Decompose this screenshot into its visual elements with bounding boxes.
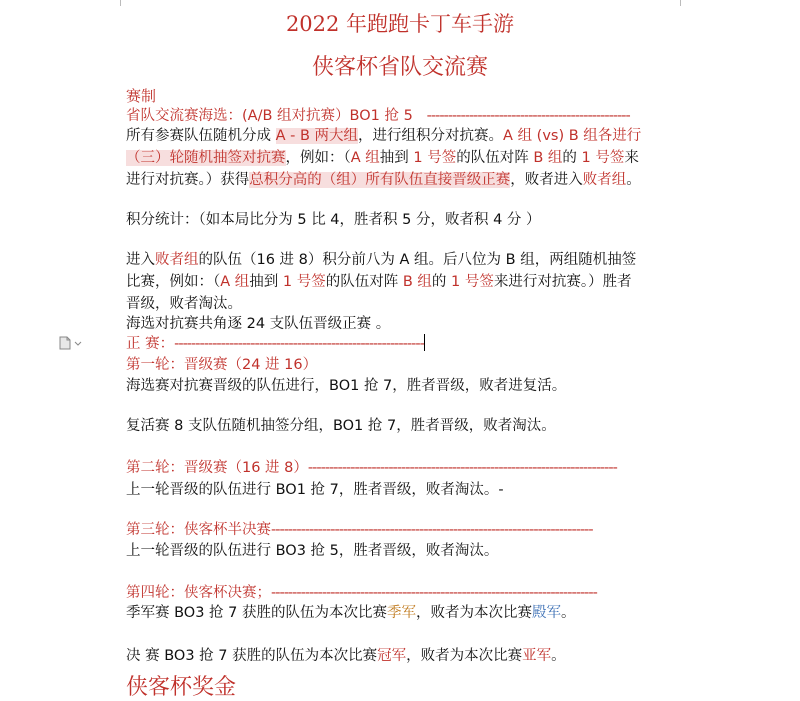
prize-heading: 侠客杯奖金 [126,675,237,700]
qualifier-summary: 海选对抗赛共角逐 24 支队伍晋级正赛 。 [126,316,391,332]
third-place-match: 季军赛 BO3 抢 7 获胜的队伍为本次比赛季军，败者为本次比赛殿军。 [126,605,576,621]
rules-heading: 赛制 [126,87,157,105]
round3-title: 第三轮：侠客杯半决赛---------------------------------------------------------------------------- [126,522,593,538]
loser-bracket-line-2: 比赛，例如：（A 组抽到 1 号签的队伍对阵 B 组的 1 号签来进行对抗赛。）胜者 [126,274,632,290]
scoring-line: 积分统计：（如本局比分为 5 比 4，胜者积 5 分，败者积 4 分 ） [126,212,541,228]
text-cursor [424,334,425,351]
revival-desc: 复活赛 8 支队伍随机抽签分组，BO1 抢 7，胜者晋级，败者淘汰。 [126,418,556,434]
final-match: 决 赛 BO3 抢 7 获胜的队伍为本次比赛冠军，败者为本次比赛亚军。 [126,648,566,664]
corner-mark-left [120,0,121,6]
round1-desc: 海选赛对抗赛晋级的队伍进行，BO1 抢 7，胜者晋级，败者进复活。 [126,378,567,394]
round2-title: 第二轮：晋级赛（16 进 8）------------------------------------------------------------------------- [126,460,617,476]
rules-paragraph-3: 进行对抗赛。）获得总积分高的（组）所有队伍直接晋级正赛，败者进入败者组。 [126,172,641,188]
document-title: 2022 年跑跑卡丁车手游 [285,12,515,36]
round3-desc: 上一轮晋级的队伍进行 BO3 抢 5，胜者晋级，败者淘汰。 [126,543,499,559]
document-subtitle: 侠客杯省队交流赛 [311,55,488,80]
document-options-icon[interactable] [58,336,86,350]
rules-paragraph-1: 所有参赛队伍随机分成 A - B 两大组，进行组积分对抗赛。A 组 (vs) B 组各进行 [126,128,642,144]
rules-paragraph-2: （三）轮随机抽签对抗赛，例如：（A 组抽到 1 号签的队伍对阵 B 组的 1 号签来 [126,150,639,166]
corner-mark-right [680,0,681,6]
loser-bracket-line-1: 进入败者组的队伍（16 进 8）积分前八为 A 组。后八位为 B 组，两组随机抽签 [126,252,637,268]
qualifier-line: 省队交流赛海选：(A/B 组对抗赛）BO1 抢 5 ------------------------------------------------ [126,108,630,124]
main-event-line: 正 赛：----------------------------------------------------------- [126,336,424,352]
round1-title: 第一轮：晋级赛（24 进 16） [126,357,318,373]
loser-bracket-line-3: 晋级，败者淘汰。 [126,296,242,312]
round4-title: 第四轮：侠客杯决赛；----------------------------------------------------------------------------- [126,585,597,601]
round2-desc: 上一轮晋级的队伍进行 BO1 抢 7，胜者晋级，败者淘汰。- [126,482,504,498]
